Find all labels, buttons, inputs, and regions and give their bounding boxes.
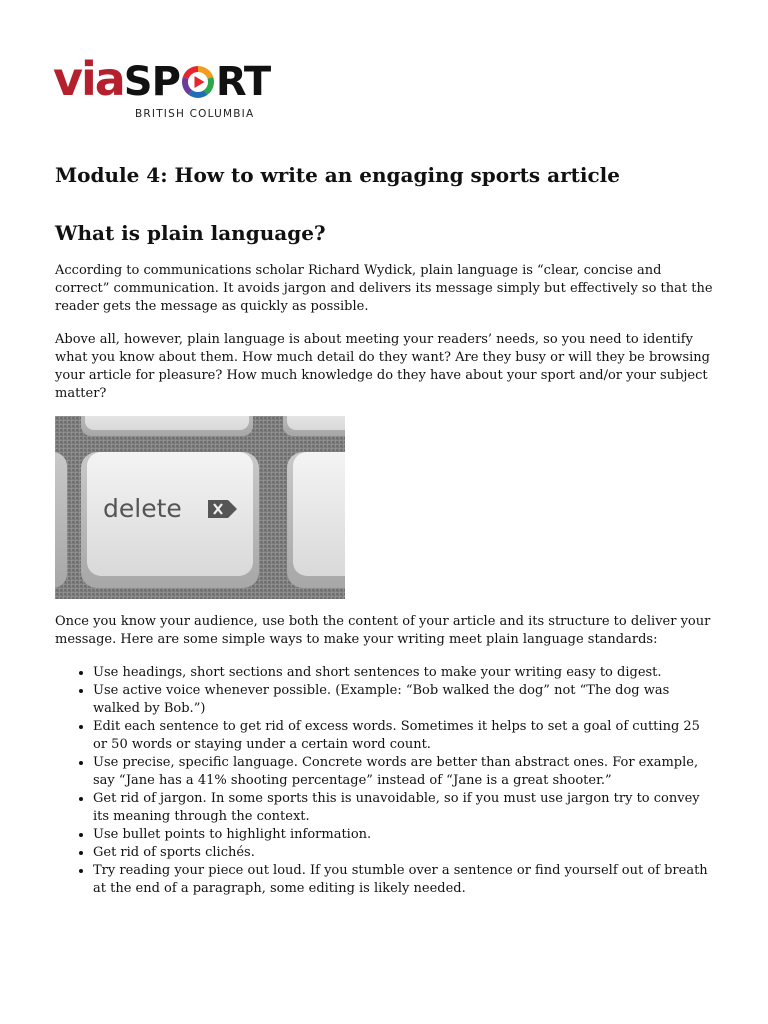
logo-sp-text: SP bbox=[123, 59, 180, 105]
logo-wordmark bbox=[53, 52, 271, 106]
logo-via-text: via bbox=[53, 52, 124, 106]
list-item: • Use headings, short sections and short sentences to make your writing easy to digest. bbox=[93, 664, 717, 682]
logo-sport-text bbox=[123, 59, 271, 105]
section-title: What is plain language? bbox=[55, 221, 326, 245]
key-label: delete bbox=[103, 494, 182, 523]
list-item: • Use precise, specific language. Concrete words are better than abstract ones. For example, say “Jane has a 41% shooting percentage” instead of “Jane is a great shooter.” bbox=[93, 754, 717, 790]
list-item: • Use active voice whenever possible. (Example: “Bob walked the dog” not “The dog was walked by Bob.”) bbox=[93, 682, 717, 718]
logo-rt-text: RT bbox=[215, 59, 271, 105]
module-title: Module 4: How to write an engaging sports article bbox=[55, 163, 620, 187]
delete-key-photo bbox=[55, 416, 345, 599]
list-item: • Try reading your piece out loud. If you stumble over a sentence or find yourself out of breath at the end of a paragraph, some editing is likely needed. bbox=[93, 862, 717, 898]
paragraph-audience: Once you know your audience, use both the content of your article and its structure to deliver your message. Here are some simple ways to make your writing meet plain language standards: bbox=[55, 614, 711, 647]
logo-subtitle: BRITISH COLUMBIA bbox=[135, 108, 255, 120]
paragraph-definition: According to communications scholar Richard Wydick, plain language is “clear, concise and correct” communication. It avoids jargon and delivers its message simply but effectively so that the reader gets the message as quickly as possible. bbox=[55, 263, 713, 314]
list-item: • Use bullet points to highlight information. bbox=[93, 826, 717, 844]
list-item: • Get rid of jargon. In some sports this is unavoidable, so if you must use jargon try to convey its meaning through the context. bbox=[93, 790, 717, 826]
paragraph-readers-needs: Above all, however, plain language is about meeting your readers’ needs, so you need to identify what you know about them. How much detail do they want? Are they busy or will they be browsing your article for pleasure? How much knowledge do they have about your sport and/or your subject matter? bbox=[55, 332, 710, 401]
play-ring-icon bbox=[181, 65, 215, 99]
viasport-logo bbox=[53, 52, 293, 122]
plain-language-tips-list bbox=[55, 664, 717, 898]
list-item: • Get rid of sports clichés. bbox=[93, 844, 717, 862]
keyboard-illustration bbox=[55, 416, 345, 599]
list-item: • Edit each sentence to get rid of excess words. Sometimes it helps to set a goal of cutting 25 or 50 words or staying under a certain word count. bbox=[93, 718, 717, 754]
